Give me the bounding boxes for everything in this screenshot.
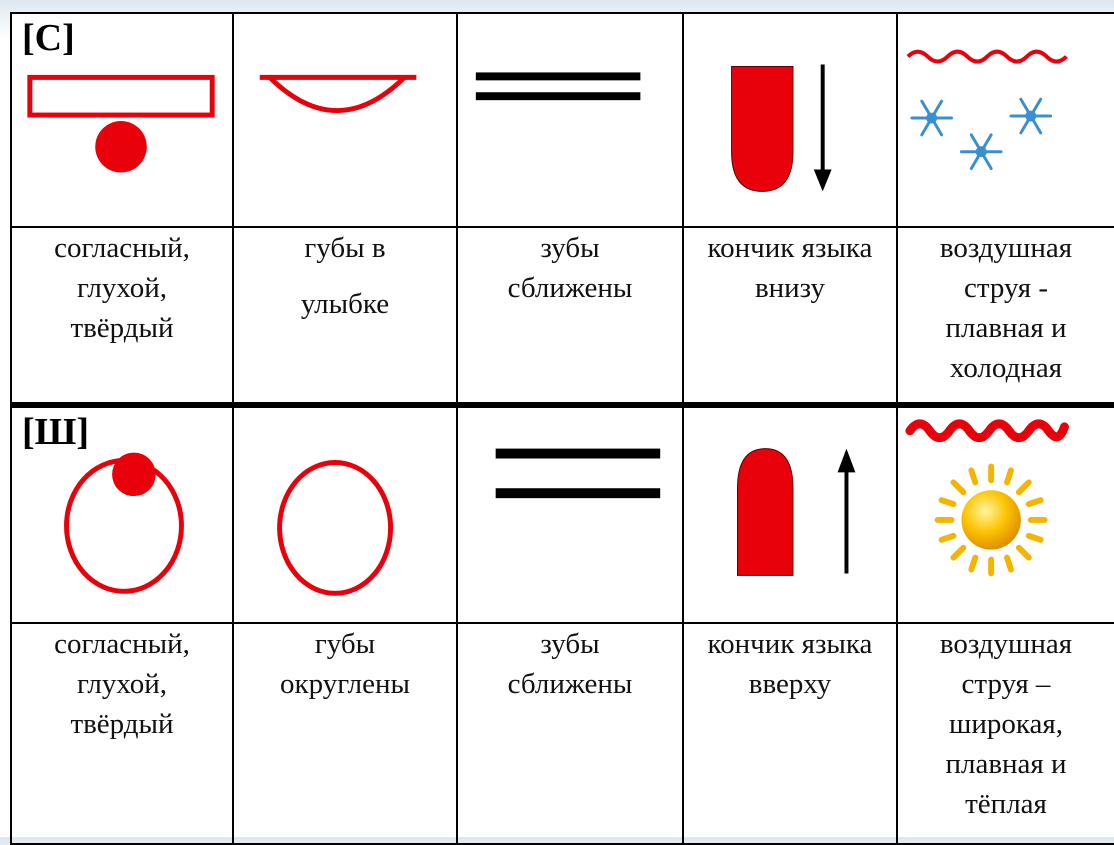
sound-label-s: [С] — [22, 17, 75, 59]
text-line: глухой, — [76, 272, 168, 304]
cell-sh-lips-text — [233, 623, 457, 844]
text-line: внизу — [754, 272, 826, 304]
row-sh-text — [11, 623, 1114, 844]
cell-sh-teeth — [457, 405, 683, 623]
cell-sh-consonant-text — [11, 623, 233, 844]
text-line: воздушная — [939, 232, 1073, 264]
text-line: зубы — [540, 232, 600, 264]
text-line: струя - — [963, 272, 1049, 304]
text-line: губы — [314, 628, 376, 660]
cold-air-snowflakes-icon — [898, 14, 1114, 226]
text-line: согласный, — [54, 232, 190, 264]
text-line: губы в — [304, 232, 386, 264]
row-s-pictures — [11, 13, 1114, 227]
articulation-table — [10, 12, 1114, 845]
articulation-table-sheet — [10, 12, 1114, 837]
text-line: плавная и — [945, 312, 1067, 344]
warm-air-sun-icon — [898, 408, 1114, 622]
text-line: сближены — [507, 272, 633, 304]
cell-sh-consonant-symbol — [11, 405, 233, 623]
text-line: согласный, — [54, 628, 190, 660]
row-s-text — [11, 227, 1114, 405]
text-line: струя – — [961, 668, 1051, 700]
text-line: тёплая — [965, 788, 1047, 820]
tongue-down-icon — [684, 14, 896, 226]
cell-s-air-text — [897, 227, 1114, 405]
smile-lips-icon — [234, 14, 456, 226]
text-line: глухой, — [76, 668, 168, 700]
cell-s-lips — [233, 13, 457, 227]
round-lips-icon — [234, 408, 456, 622]
cell-s-consonant-text — [11, 227, 233, 405]
teeth-lines-icon — [458, 14, 682, 226]
tongue-up-icon — [684, 408, 896, 622]
text-line: вверху — [748, 668, 832, 700]
cell-sh-tongue-text — [683, 623, 897, 844]
cell-sh-tongue — [683, 405, 897, 623]
cell-sh-lips — [233, 405, 457, 623]
text-line: сближены — [507, 668, 633, 700]
cell-s-teeth-text — [457, 227, 683, 405]
text-line: широкая, — [949, 708, 1063, 740]
teeth-lines-icon — [458, 408, 682, 622]
text-line: твёрдый — [70, 312, 174, 344]
cell-s-tongue-text — [683, 227, 897, 405]
text-line: воздушная — [939, 628, 1073, 660]
cell-sh-air-text — [897, 623, 1114, 844]
cell-s-consonant-symbol — [11, 13, 233, 227]
row-sh-pictures — [11, 405, 1114, 623]
text-line: плавная и — [945, 748, 1067, 780]
text-line: округлены — [280, 668, 410, 700]
cell-s-air — [897, 13, 1114, 227]
cell-sh-teeth-text — [457, 623, 683, 844]
text-line: улыбке — [300, 288, 390, 320]
text-line: твёрдый — [70, 708, 174, 740]
cell-sh-air — [897, 405, 1114, 623]
sound-label-sh: [Ш] — [22, 411, 90, 453]
text-line: зубы — [540, 628, 600, 660]
cell-s-lips-text — [233, 227, 457, 405]
text-line: кончик языка — [707, 232, 873, 264]
text-line: кончик языка — [707, 628, 873, 660]
cell-s-tongue — [683, 13, 897, 227]
text-line: холодная — [949, 352, 1063, 384]
cell-s-teeth — [457, 13, 683, 227]
